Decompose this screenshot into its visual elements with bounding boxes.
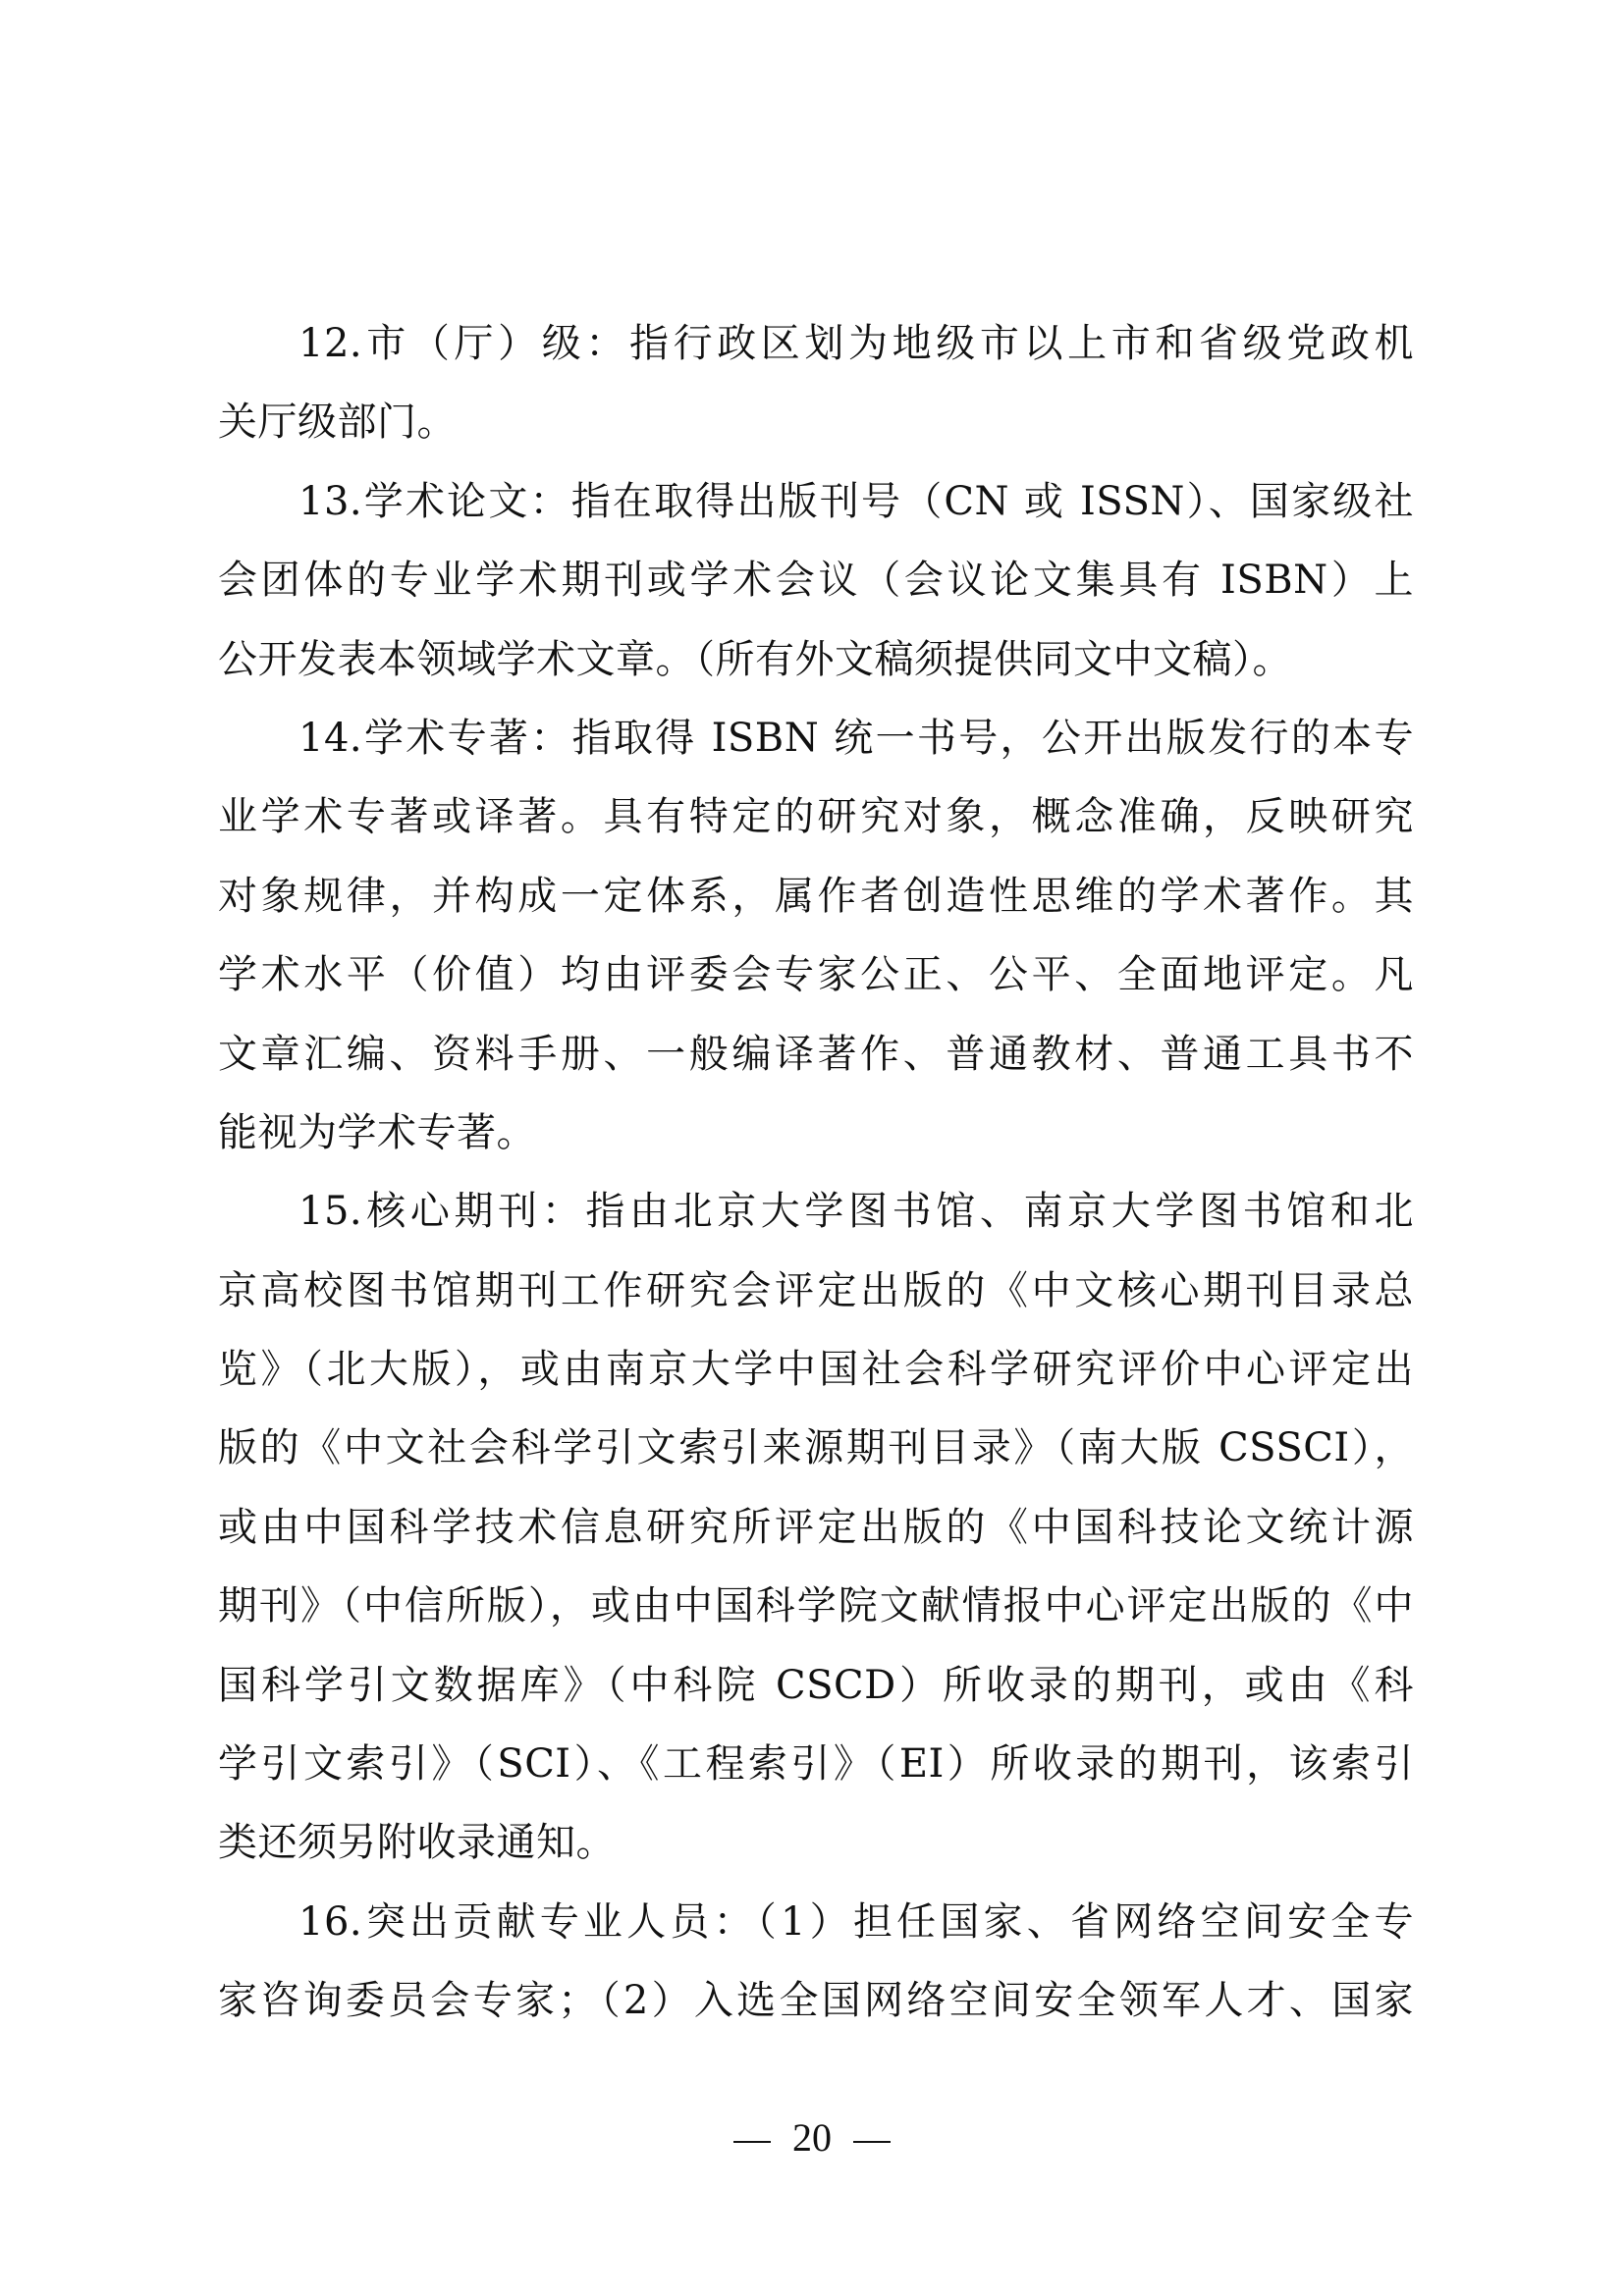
text-line: 版的《中文社会科学引文索引来源期刊目录》（南大版 CSSCI）， <box>218 1425 1414 1471</box>
text-line: 览》（北大版），或由南京大学中国社会科学研究评价中心评定出 <box>218 1347 1414 1393</box>
text-line: 16.突出贡献专业人员：（1）担任国家、省网络空间安全专 <box>298 1898 1414 1945</box>
page-number: 20 <box>792 2115 832 2160</box>
text-line: 15.核心期刊：指由北京大学图书馆、南京大学图书馆和北 <box>298 1189 1414 1235</box>
paragraph-13-academic-paper <box>218 462 1414 699</box>
text-line: 业学术专著或译著。具有特定的研究对象，概念准确，反映研究 <box>218 794 1414 840</box>
paragraph-15-core-journal <box>218 1172 1414 1883</box>
text-line: 12.市（厅）级：指行政区划为地级市以上市和省级党政机 <box>298 321 1414 366</box>
text-line: 14.学术专著：指取得 ISBN 统一书号，公开出版发行的本专 <box>298 715 1414 761</box>
text-line: 关厅级部门。 <box>218 400 457 446</box>
text-line: 或由中国科学技术信息研究所评定出版的《中国科技论文统计源 <box>218 1504 1414 1550</box>
text-line: 对象规律，并构成一定体系，属作者创造性思维的学术著作。其 <box>218 873 1414 919</box>
paragraph-12-city-bureau-level <box>218 304 1414 462</box>
text-line: 学引文索引》（SCI）、《工程索引》（EI）所收录的期刊，该索引 <box>218 1741 1414 1788</box>
text-line: 会团体的专业学术期刊或学术会议（会议论文集具有 ISBN）上 <box>218 558 1414 604</box>
text-line: 期刊》（中信所版），或由中国科学院文献情报中心评定出版的《中 <box>218 1583 1414 1629</box>
text-line: 13.学术论文：指在取得出版刊号（CN 或 ISSN）、国家级社 <box>298 478 1414 524</box>
text-line: 文章汇编、资料手册、一般编译著作、普通教材、普通工具书不 <box>218 1031 1414 1077</box>
right-dash-decoration <box>853 2141 891 2143</box>
text-line: 国科学引文数据库》（中科院 CSCD）所收录的期刊，或由《科 <box>218 1662 1414 1708</box>
text-line: 类还须另附收录通知。 <box>218 1820 616 1866</box>
text-line: 能视为学术专著。 <box>218 1109 536 1155</box>
text-line: 公开发表本领域学术文章。（所有外文稿须提供同文中文稿）。 <box>218 636 1292 682</box>
text-line: 家咨询委员会专家；（2）入选全国网络空间安全领军人才、国家 <box>218 1978 1414 2024</box>
text-line: 京高校图书馆期刊工作研究会评定出版的《中文核心期刊目录总 <box>218 1267 1414 1313</box>
paragraph-16-outstanding-contributor <box>218 1883 1414 2041</box>
text-line: 学术水平（价值）均由评委会专家公正、公平、全面地评定。凡 <box>218 952 1414 998</box>
document-body <box>218 304 1414 2041</box>
paragraph-14-academic-monograph <box>218 699 1414 1172</box>
left-dash-decoration <box>733 2141 771 2143</box>
page-number-footer <box>0 2109 1624 2167</box>
